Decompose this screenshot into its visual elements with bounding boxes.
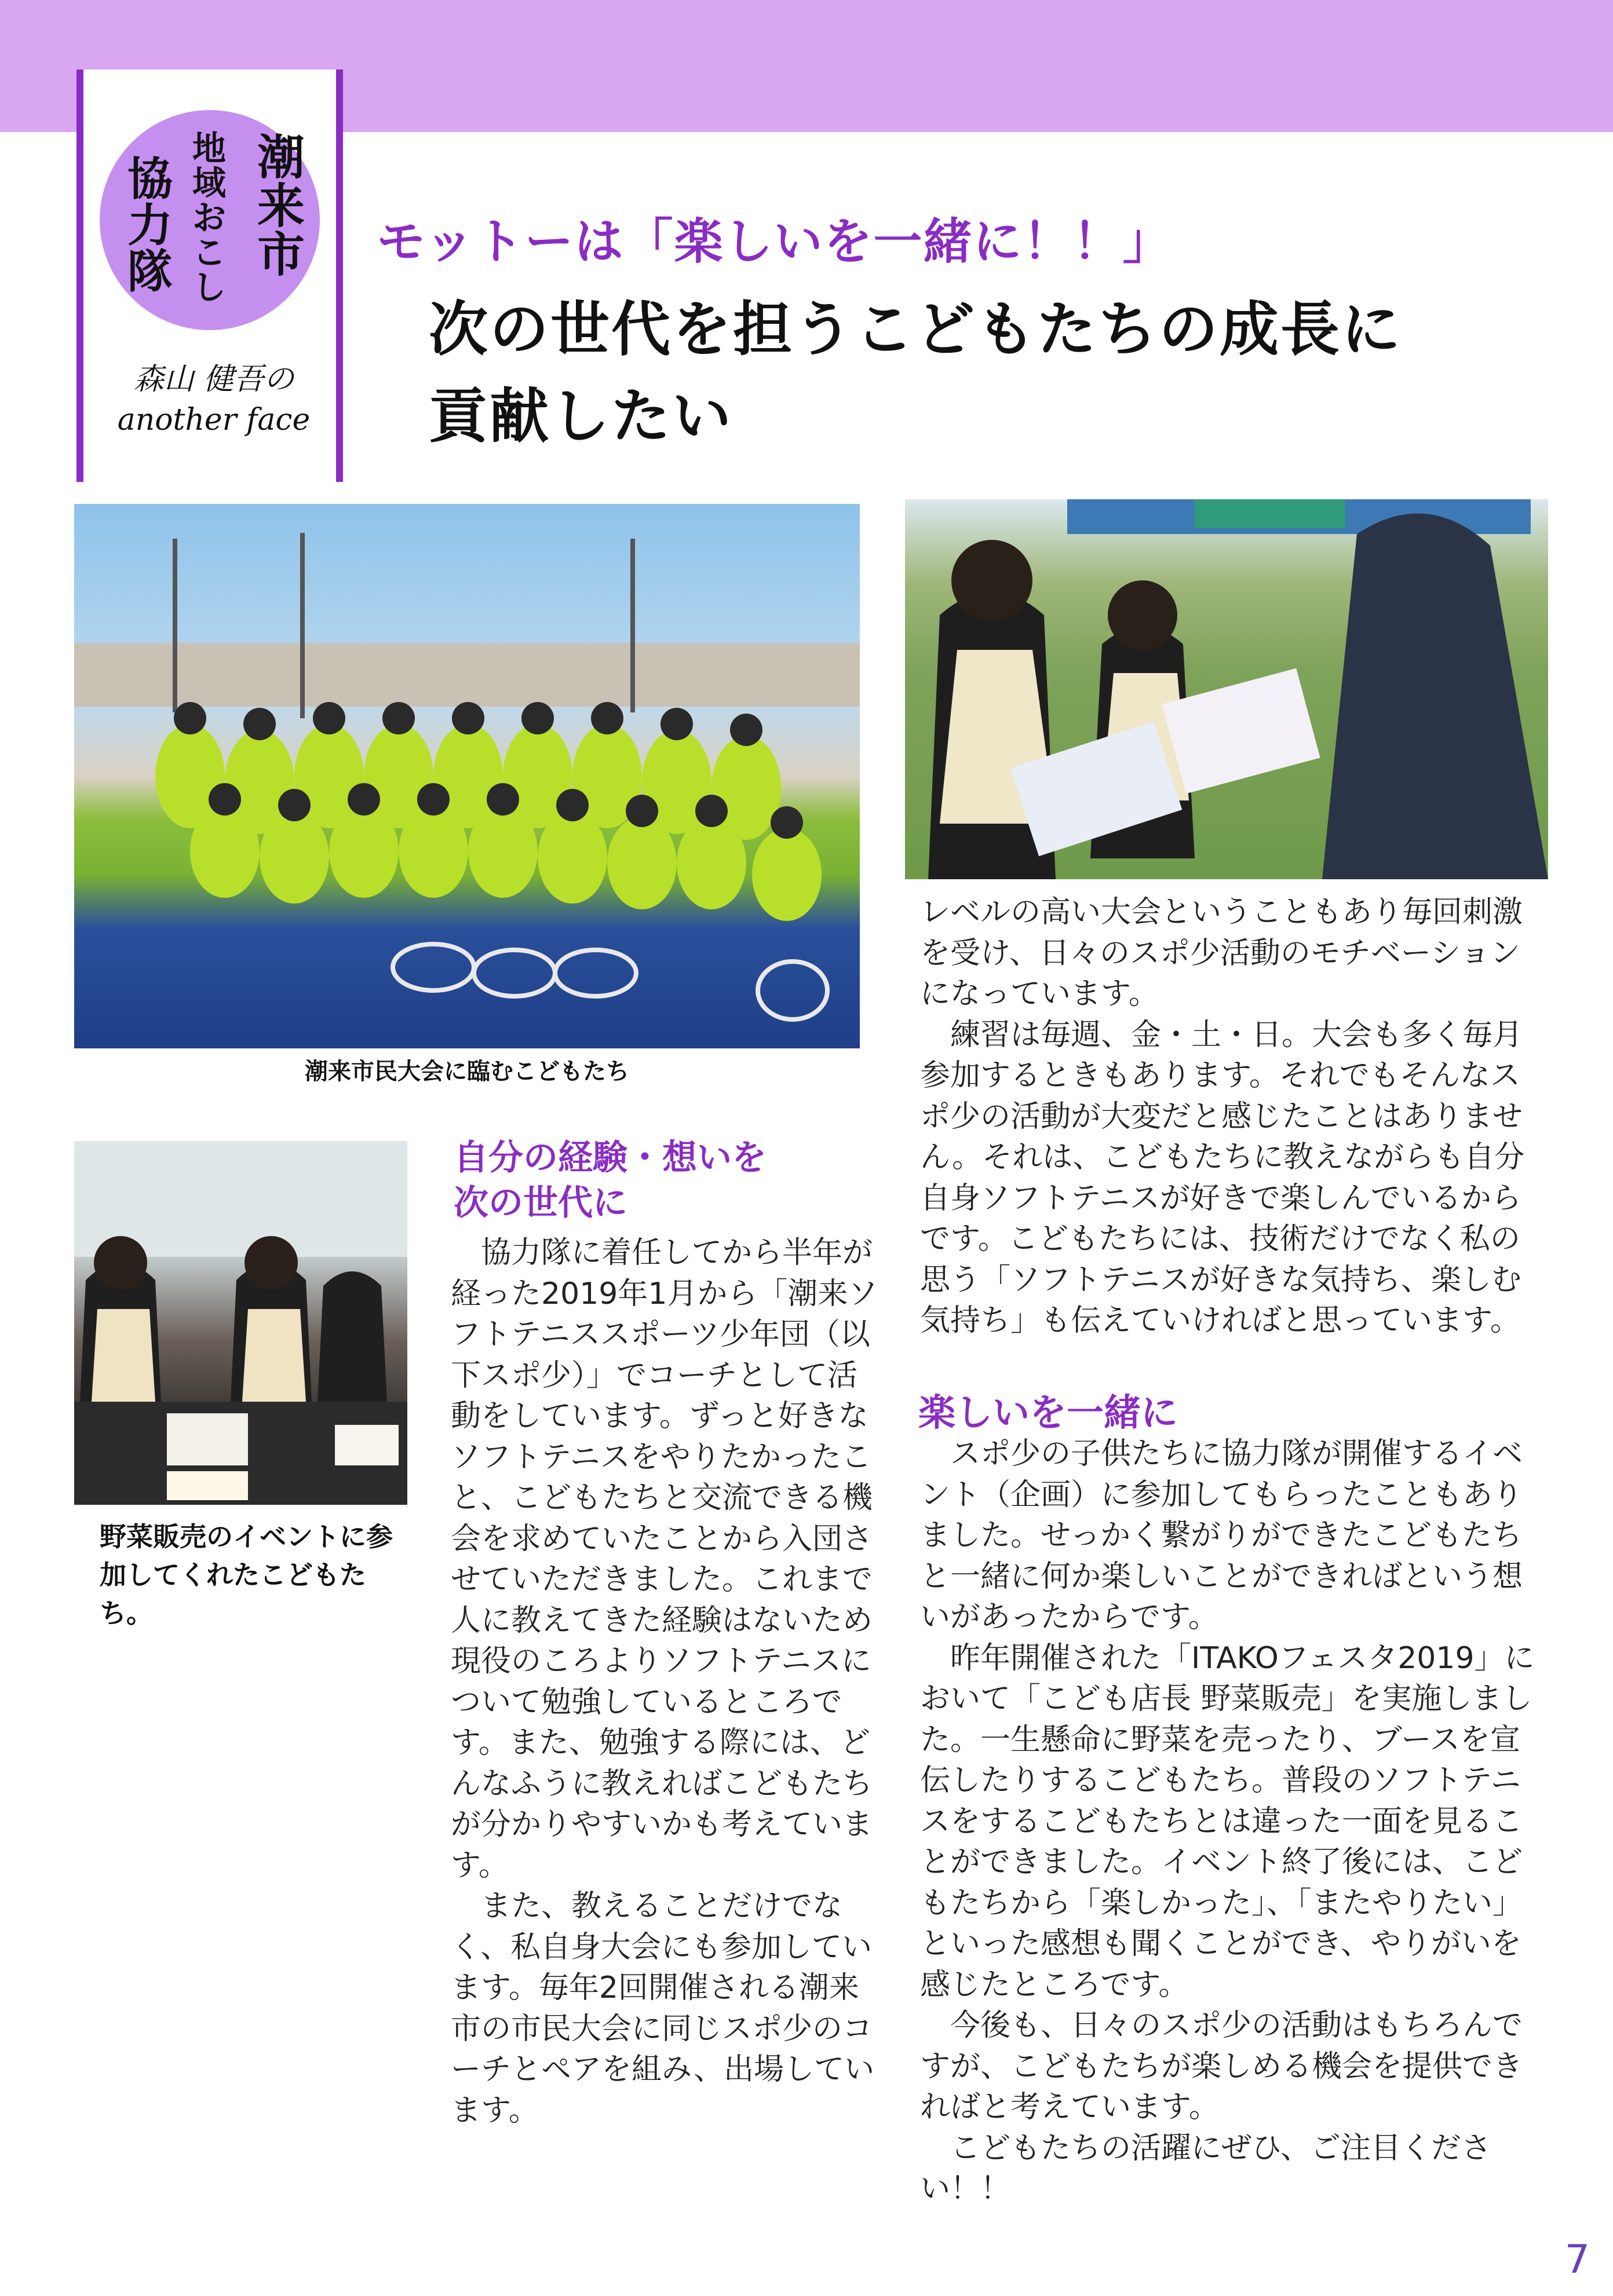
motto: モットーは「楽しいを一緒に！！」 bbox=[377, 213, 1173, 270]
brand-circle-text-region: 地域おこし bbox=[192, 129, 227, 307]
brand-circle-text-team: 協力隊 bbox=[127, 153, 173, 298]
brand-circle bbox=[100, 110, 320, 330]
article-continued-paragraphs: レベルの高い大会ということもあり毎回刺激を受け、日々のスポ少活動のモチベーションになっています。 練習は毎週、金・土・日。大会も多く毎月参加するときもあります。それでもそんなスポ少の活動が大変だと感じたことはありません。それは、こどもたちに教えながらも自分自身ソフトテニスが好きで楽しんでいるからです。こどもたちには、技術だけでなく私の思う「ソフトテニスが好きな気持ち、楽しむ気持ち」も伝えていければと思っています。 bbox=[920, 895, 1525, 1338]
team-photo-caption: 潮来市民大会に臨むこどもたち bbox=[305, 1058, 629, 1085]
brand-signature bbox=[101, 359, 327, 440]
brand-logo-box bbox=[76, 70, 343, 482]
brand-signature-tagline: another face bbox=[117, 403, 311, 437]
headline-line-1: 次の世代を担うこどもたちの成長に bbox=[429, 295, 1402, 364]
brand-signature-name: 森山 健吾の bbox=[133, 362, 294, 397]
team-photo-illustration bbox=[74, 504, 860, 1048]
vegetable-sale-caption: 野菜販売のイベントに参加してくれたこどもたち。 bbox=[100, 1521, 393, 1629]
festival-photo-illustration bbox=[905, 499, 1548, 879]
section-body-fun-together-text: スポ少の子供たちに協力隊が開催するイベント（企画）に参加してもらったこともありました。せっかく繋がりができたこどもたちと一緒に何か楽しいことができればという想いがあったからです。 昨年開催された「ITAKOフェスタ2019」において「こども店長 野菜販売」を実施しました。一生懸命に野菜を売ったり、ブースを宣伝したりするこどもたち。普段のソフトテニスをするこどもたちとは違った一面を見ることができました。イベント終了後には、こどもたちから「楽しかった」、「またやりたい」といった感想も聞くことができ、やりがいを感じたところです。 今後も、日々のスポ少の活動はもちろんですが、こどもたちが楽しめる機会を提供できればと考えています。 こどもたちの活躍にぜひ、ご注目ください！！ bbox=[920, 1436, 1535, 2206]
vegetable-sale-photo bbox=[74, 1141, 407, 1505]
vegetable-sale-photo-illustration bbox=[74, 1141, 407, 1505]
page-number: 7 bbox=[1564, 2237, 1590, 2283]
team-photo bbox=[74, 504, 860, 1048]
headline-line-2: 貢献したい bbox=[429, 382, 733, 451]
section-body-experience bbox=[451, 1233, 880, 2131]
section-body-fun-together bbox=[920, 1434, 1540, 2210]
article-continued-text bbox=[920, 892, 1540, 1341]
festival-photo bbox=[905, 499, 1548, 879]
section-heading-experience bbox=[454, 1135, 871, 1226]
brand-circle-text-city: 潮来市 bbox=[257, 130, 305, 283]
section-heading-fun-together: 楽しいを一緒に bbox=[918, 1392, 1178, 1435]
section-heading-experience-line-2: 次の世代に bbox=[454, 1183, 627, 1223]
page-headline bbox=[429, 287, 1402, 460]
section-body-experience-text: 協力隊に着任してから半年が経った2019年1月から「潮来ソフトテニススポーツ少年団（以下スポ少）」でコーチとして活動をしています。ずっと好きなソフトテニスをやりたかったこと、こどもたちと交流できる機会を求めていたことから入団させていただきました。これまで人に教えてきた経験はないため現役のころよりソフトテニスについて勉強しているところです。また、勉強する際には、どんなふうに教えればこどもたちが分かりやすいかも考えています。 また、教えることだけでなく、私自身大会にも参加しています。毎年2回開催される潮来市の市民大会に同じスポ少のコーチとペアを組み、出場しています。 bbox=[451, 1235, 878, 2128]
section-heading-experience-line-1: 自分の経験・想いを bbox=[454, 1138, 767, 1178]
